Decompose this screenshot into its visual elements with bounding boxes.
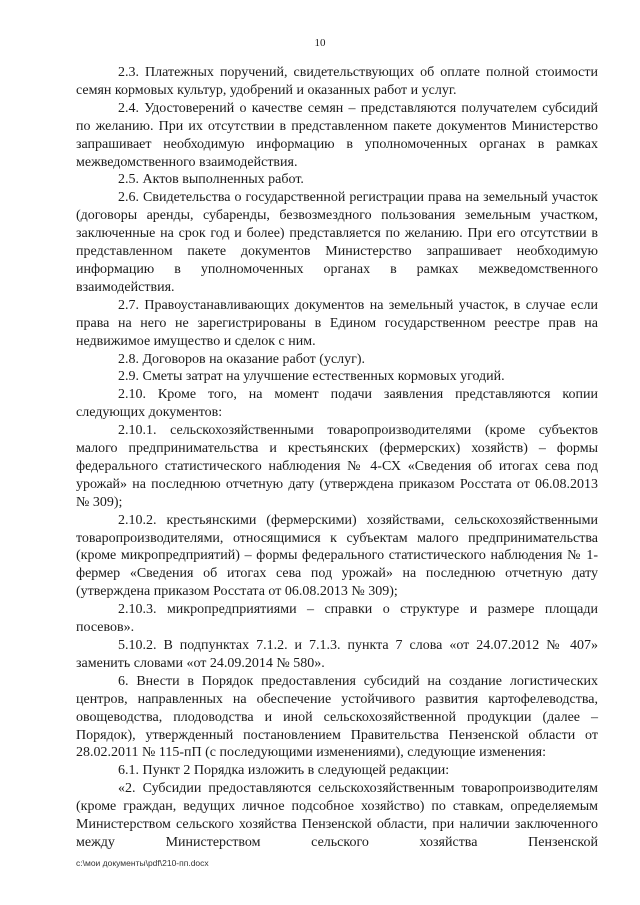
paragraph-2-8: 2.8. Договоров на оказание работ (услуг). — [118, 351, 366, 367]
paragraph-6-1: 6.1. Пункт 2 Порядка изложить в следующей редакции: — [118, 763, 450, 779]
paragraph-2-7: 2.7. Правоустанавливающих документов на земельный участок, в случае если права на него не зарегистрированы в Едином государственном реестре прав на недвижимое имущество и сделок с ним. — [76, 297, 598, 349]
paragraph-quoted-2: «2. Субсидии предоставляются сельскохозяйственным товаропроизводителям (кроме граждан, ведущих личное подсобное хозяйство) по ставкам, определяемым Министерством сельского хозяйства Пензенской области, при наличии заключенного между Министерством сельского хозяйства Пензенской — [76, 781, 598, 850]
paragraph-2-10: 2.10. Кроме того, на момент подачи заявления представляются копии следующих документов: — [76, 387, 598, 421]
paragraph-6: 6. Внести в Порядок предоставления субсидий на создание логистических центров, направленных на обеспечение устойчивого развития картофелеводства, овощеводства, плодоводства и иной сельскохозяйственной продукции (далее – Порядок), утвержденный постановлением Правительства Пензенской области от 28.02.2011 № 115-пП (с последующими изменениями), следующие изменения: — [76, 673, 598, 761]
paragraph-2-5: 2.5. Актов выполненных работ. — [118, 172, 304, 188]
document-body — [76, 64, 598, 852]
paragraph-2-4: 2.4. Удостоверений о качестве семян – представляются получателем субсидий по желанию. При их отсутствии в представленном пакете документов Министерство запрашивает необходимую информацию в уполномоченных органах в рамках межведомственного взаимодействия. — [76, 100, 598, 170]
paragraph-2-10-1: 2.10.1. сельскохозяйственными товаропроизводителями (кроме субъектов малого предпринимательства и крестьянских (фермерских) хозяйств) – формы федерального статистического наблюдения № 4-СХ «Сведения об итогах сева под урожай» на последнюю отчетную дату (утверждена приказом Росстата от 06.08.2013 № 309); — [76, 423, 598, 510]
paragraph-2-10-2: 2.10.2. крестьянскими (фермерскими) хозяйствами, сельскохозяйственными товаропроизводителями, относящимися к субъектам малого предпринимательства (кроме микропредприятий) – формы федерального статистического наблюдения № 1-фермер «Сведения об итогах сева под урожай» на последнюю отчетную дату (утверждена приказом Росстата от 06.08.2013 № 309); — [76, 512, 598, 600]
page-number: 10 — [314, 37, 326, 49]
paragraph-2-6: 2.6. Свидетельства о государственной регистрации права на земельный участок (договоры аренды, субаренды, безвозмездного пользования земельным участком, заключенные на срок год и более) представляется по желанию. При его отсутствии в представленном пакете документов Министерство запрашивает необходимую информацию в уполномоченных органах в рамках межведомственного взаимодействия. — [76, 190, 598, 295]
paragraph-2-9: 2.9. Сметы затрат на улучшение естественных кормовых угодий. — [118, 369, 505, 385]
footer-file-path: c:\мои документы\pdf\210-пп.docx — [76, 858, 209, 868]
paragraph-5-10-2: 5.10.2. В подпунктах 7.1.2. и 7.1.3. пункта 7 слова «от 24.07.2012 № 407» заменить словами «от 24.09.2014 № 580». — [76, 638, 598, 671]
paragraph-2-10-3: 2.10.3. микропредприятиями – справки о структуре и размере площади посевов». — [76, 602, 598, 636]
paragraph-2-3: 2.3. Платежных поручений, свидетельствующих об оплате полной стоимости семян кормовых культур, удобрений и оказанных работ и услуг. — [76, 65, 598, 98]
